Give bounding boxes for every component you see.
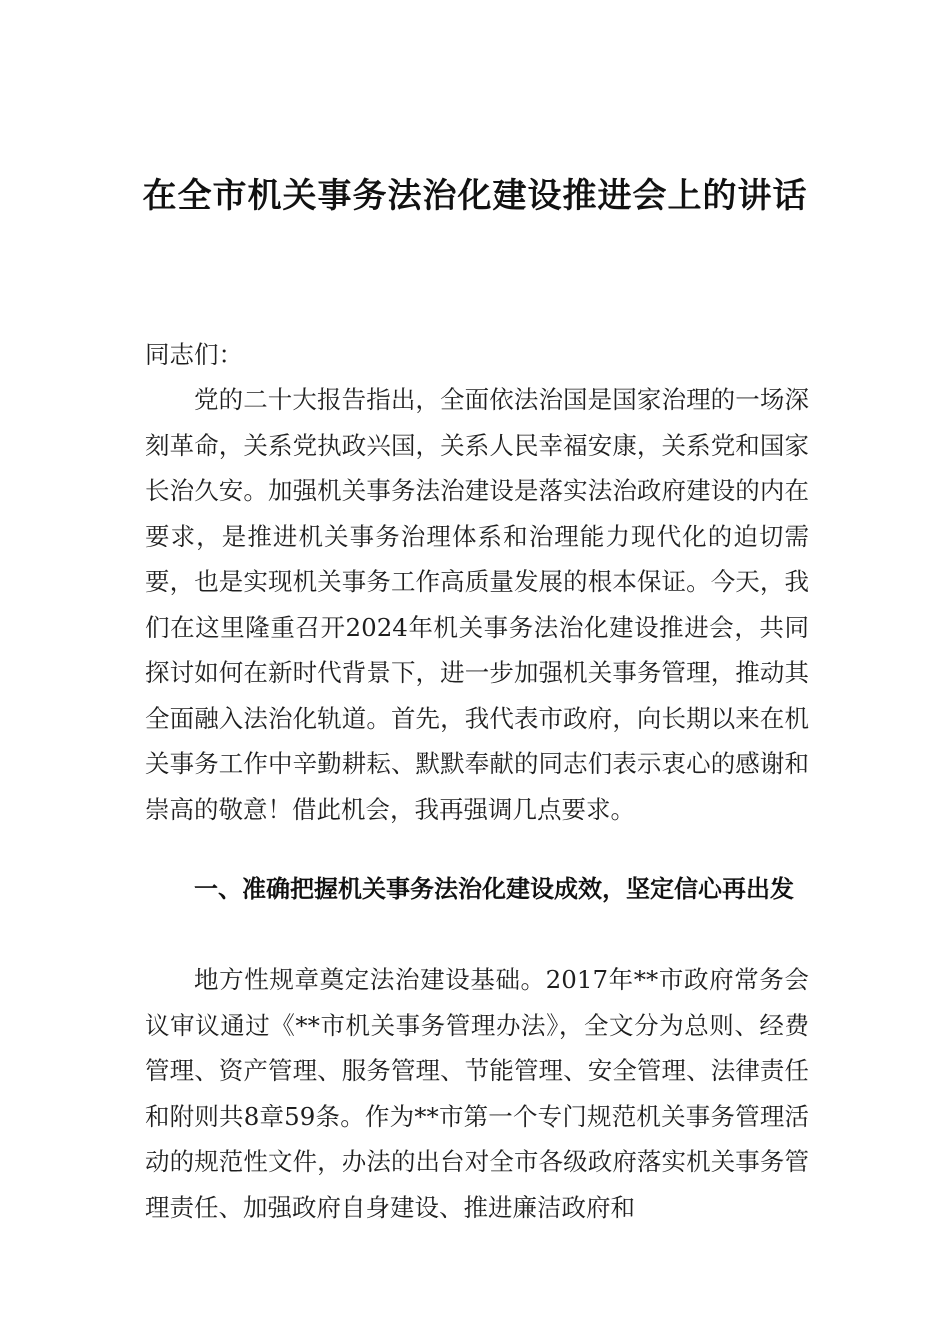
document-title: 在全市机关事务法治化建设推进会上的讲话: [142, 176, 808, 216]
section-heading-1-text: 一、准确把握机关事务法治化建设成效，坚定信心再出发: [194, 875, 794, 903]
salutation: [145, 332, 809, 378]
salutation-text: 同志们：: [145, 340, 243, 369]
section-heading-1: [145, 867, 809, 913]
paragraph-intro: [145, 377, 809, 832]
paragraph-regulations-text: 地方性规章奠定法治建设基础。2017年**市政府常务会议审议通过《**市机关事务管理办法》，全文分为总则、经费管理、资产管理、服务管理、节能管理、安全管理、法律责任和附则共8章59条。作为**市第一个专门规范机关事务管理活动的规范性文件，办法的出台对全市各级政府落实机关事务管理责任、加强政府自身建设、推进廉洁政府和: [145, 965, 809, 1222]
paragraph-intro-text: 党的二十大报告指出，全面依法治国是国家治理的一场深刻革命，关系党执政兴国，关系人民幸福安康，关系党和国家长治久安。加强机关事务法治建设是落实法治政府建设的内在要求，是推进机关事务治理体系和治理能力现代化的迫切需要，也是实现机关事务工作高质量发展的根本保证。今天，我们在这里隆重召开2024年机关事务法治化建设推进会，共同探讨如何在新时代背景下，进一步加强机关事务管理，推动其全面融入法治化轨道。首先，我代表市政府，向长期以来在机关事务工作中辛勤耕耘、默默奉献的同志们表示衷心的感谢和崇高的敬意！借此机会，我再强调几点要求。: [145, 385, 809, 824]
paragraph-regulations: [145, 957, 809, 1230]
